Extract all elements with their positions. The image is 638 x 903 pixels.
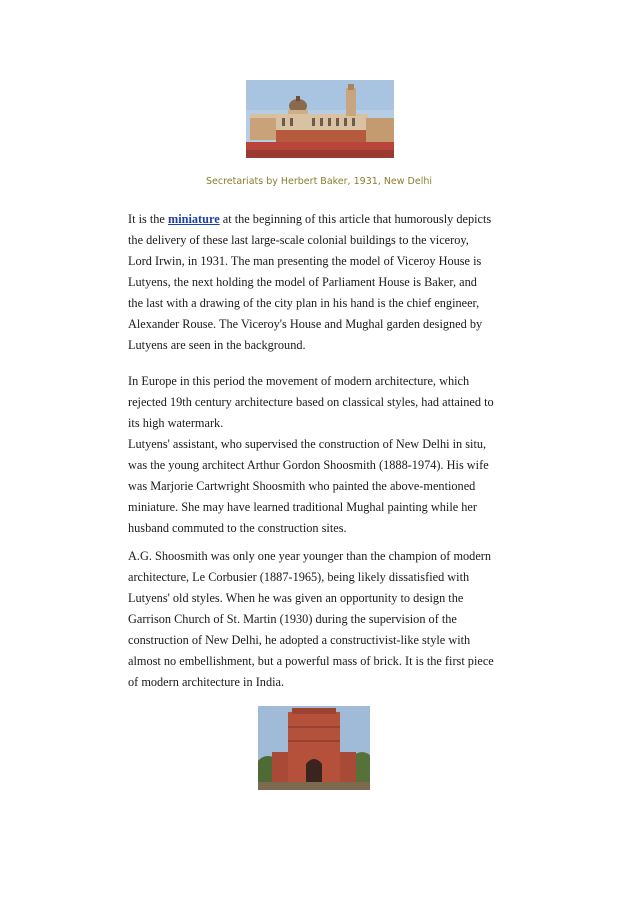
text-line: Alexander Rouse. The Viceroy's House and Mughal garden designed by [128, 317, 483, 331]
miniature-link[interactable]: miniature [167, 212, 220, 226]
text-line: architecture, Le Corbusier (1887-1965), being likely dissatisfied with [128, 570, 470, 584]
photo-caption: Secretariats by Herbert Baker, 1931, New Delhi [205, 176, 433, 187]
text-line: miniature. She may have learned traditional Mughal painting while her [128, 500, 477, 514]
garrison-church-photo [258, 706, 370, 790]
paragraph-shoosmith [128, 546, 513, 693]
text-line: was Marjorie Cartwright Shoosmith who painted the above-mentioned [128, 479, 476, 493]
text-line: Lutyens' assistant, who supervised the construction of New Delhi in situ, [128, 437, 487, 451]
text-line: construction of New Delhi, he adopted a constructivist-like style with [128, 633, 471, 647]
text-line: the delivery of these last large-scale colonial buildings to the viceroy, [128, 233, 469, 247]
text-line: Lutyens, the next holding the model of Parliament House is Baker, and [128, 275, 477, 289]
text-line: almost no embellishment, but a powerful mass of brick. It is the first piece [128, 654, 494, 668]
paragraph-miniature [128, 209, 513, 356]
text-line: Lutyens are seen in the background. [128, 338, 306, 352]
paragraph-europe [128, 371, 513, 539]
text-line: husband commuted to the construction sites. [128, 521, 347, 535]
text-line: Lutyens' old styles. When he was given an opportunity to design the [128, 591, 464, 605]
text-line: Lord Irwin, in 1931. The man presenting the model of Viceroy House is [128, 254, 482, 268]
text-line: rejected 19th century architecture based on classical styles, had attained to [128, 395, 494, 409]
text-line: the last with a drawing of the city plan in his hand is the chief engineer, [128, 296, 480, 310]
text-line: Garrison Church of St. Martin (1930) during the supervision of the [128, 612, 457, 626]
secretariat-photo [246, 80, 394, 158]
text-line: A.G. Shoosmith was only one year younger than the champion of modern [128, 549, 492, 563]
text-line: was the young architect Arthur Gordon Shoosmith (1888-1974). His wife [128, 458, 489, 472]
text-line: In Europe in this period the movement of modern architecture, which [128, 374, 470, 388]
text-line: its high watermark. [128, 416, 224, 430]
text-line: It is the miniature at the beginning of this article that humorously depicts [128, 212, 492, 226]
text-line: of modern architecture in India. [128, 675, 285, 689]
